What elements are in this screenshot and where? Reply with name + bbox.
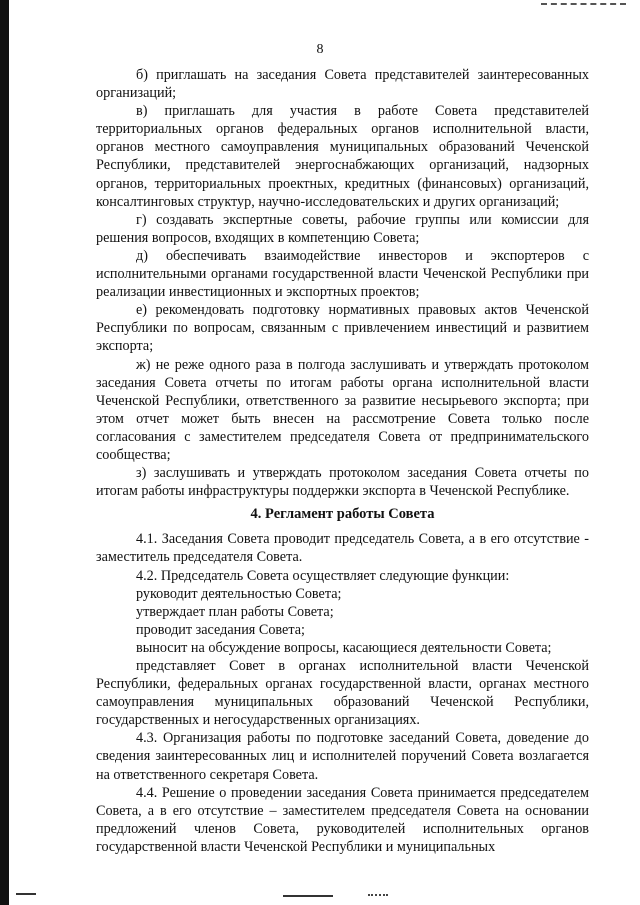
paragraph-item-g: г) создавать экспертные советы, рабочие группы или комиссии для решения вопросов, входящих в компетенцию Совета;: [96, 211, 589, 246]
paragraph-item-v: в) приглашать для участия в работе Совета представителей территориальных органов федеральных органов исполнительной власти, органов местного самоуправления муниципальных образований Чеченской Республики, представителей энергоснабжающих организаций, надзорных органов, территориальных проектных, кредитных (финансовых) организаций, консалтинговых структур, научно-исследовательских и других организаций;: [96, 103, 589, 210]
scan-bottom-mark-dotted: [368, 894, 388, 898]
function-item: представляет Совет в органах исполнительной власти Чеченской Республики, федеральных органах государственной власти, органах местного самоуправления муниципальных образований Чеченской Республики, государственных и негосударственных организациях.: [96, 658, 589, 729]
function-item: проводит заседания Совета;: [136, 621, 305, 638]
function-item: выносит на обсуждение вопросы, касающиеся деятельности Совета;: [136, 639, 552, 656]
scan-bottom-left-mark: [16, 893, 36, 895]
function-item: руководит деятельностью Совета;: [136, 585, 342, 602]
paragraph-item-e: е) рекомендовать подготовку нормативных правовых актов Чеченской Республики по вопросам, связанным с привлечением инвестиций и развитием экспорта;: [96, 302, 589, 355]
paragraph-item-d: д) обеспечивать взаимодействие инвесторов и экспортеров с исполнительными органами государственной власти Чеченской Республики при реализации инвестиционных и экспортных проектов;: [96, 247, 589, 301]
section-heading: 4. Регламент работы Совета: [250, 506, 435, 523]
paragraph-4-4: 4.4. Решение о проведении заседания Совета принимается председателем Совета, а в его отсутствие – заместителем председателя Совета на основании предложений членов Совета, руководителей исполнительных органов государственной власти Чеченской Республики и муниципальных: [96, 784, 589, 855]
function-item: утверждает план работы Совета;: [136, 603, 334, 620]
scan-top-mark: [541, 3, 626, 7]
paragraph-4-3: 4.3. Организация работы по подготовке заседаний Совета, доведение до сведения заинтересованных лиц и исполнителей поручений Совета возлагается на ответственного секретаря Совета.: [96, 730, 589, 783]
paragraph-item-z: з) заслушивать и утверждать протоколом заседания Совета отчеты по итогам работы инфраструктуры поддержки экспорта в Чеченской Республике.: [96, 465, 589, 500]
page-number: 8: [316, 42, 324, 57]
document-body: [96, 66, 589, 856]
paragraph-item-zh: ж) не реже одного раза в полгода заслушивать и утверждать протоколом заседания Совета отчеты по итогам работы органа исполнительной власти Чеченской Республики, ответственного за развитие несырьевого экспорта; при этом отчет может быть внесен на рассмотрение Совета только после согласования с заместителем председателя Совета от предпринимательского сообщества;: [96, 356, 589, 463]
paragraph-4-1: 4.1. Заседания Совета проводит председатель Совета, а в его отсутствие - заместитель председателя Совета.: [96, 531, 589, 566]
scan-left-edge: [0, 0, 9, 905]
paragraph-4-2: 4.2. Председатель Совета осуществляет следующие функции:: [136, 567, 510, 584]
scan-bottom-mark: [283, 895, 333, 897]
paragraph-item-b: б) приглашать на заседания Совета представителей заинтересованных организаций;: [96, 67, 589, 102]
